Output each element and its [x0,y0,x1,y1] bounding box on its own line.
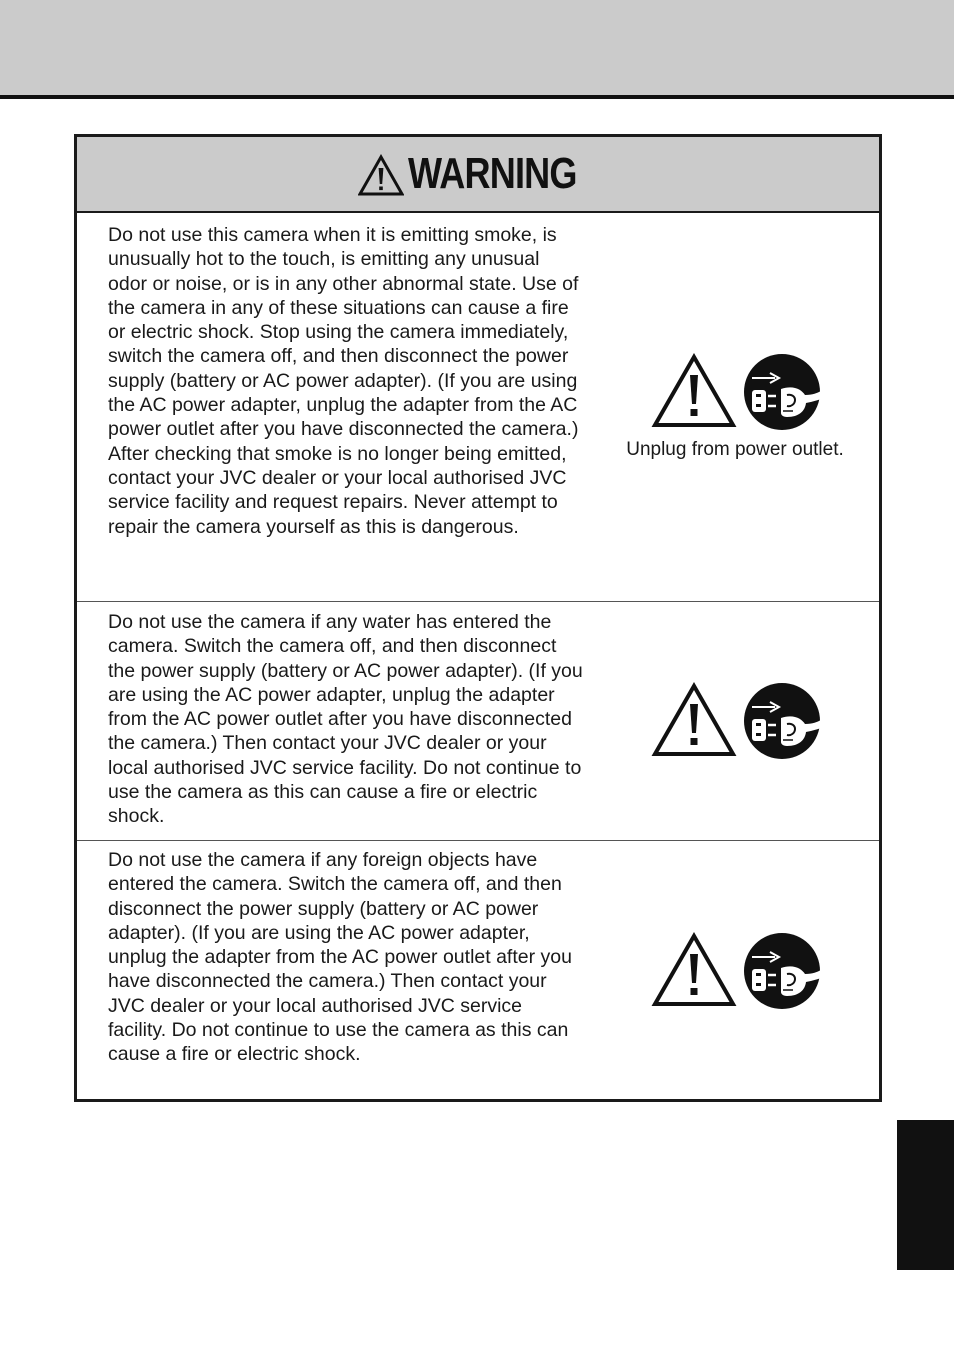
warning-text: Do not use the camera if any foreign objects have entered the camera. Switch the camera off, and then disconnect the power supply (battery or AC power adapter). (If you are using the AC power adapter, unplug the adapter from the AC power outlet after you have disconnected the camera.) Then contact your JVC dealer or your local authorised JVC service facility. Do not continue to use the camera as this can cause a fire or electric shock. [108,849,572,1066]
icon-group [651,932,821,1010]
caution-triangle-icon [651,682,737,758]
icon-group [651,682,821,760]
unplug-icon [743,353,821,431]
warning-triangle-icon [358,154,404,196]
caution-triangle-icon [651,932,737,1008]
warning-header [77,137,879,213]
warning-row-3 [77,840,879,1100]
warning-box [74,134,882,1102]
unplug-icon [743,682,821,760]
top-rule [0,95,954,99]
caution-triangle-icon [651,353,737,429]
unplug-icon [743,932,821,1010]
warning-row-1 [77,213,879,601]
warning-text: Do not use this camera when it is emitting smoke, is unusually hot to the touch, is emitting any unusual odor or noise, or is in any other abnormal state. Use of the camera in any of these situations can cause a fire or electric shock. Stop using the camera immediately, switch the camera off, and then disconnect the power supply (battery or AC power adapter). (If you are using the AC power adapter, unplug the adapter from the AC power outlet after you have disconnected the camera.) After checking that smoke is no longer being emitted, contact your JVC dealer or your local authorised JVC service facility and request repairs. Never attempt to repair the camera yourself as this is dangerous. [108,224,579,538]
side-tab [897,1120,954,1270]
warning-title: WARNING [408,149,577,198]
icon-caption: Unplug from power outlet. [626,439,844,460]
warning-text: Do not use the camera if any water has entered the camera. Switch the camera off, and then disconnect the power supply (battery or AC power adapter). (If you are using the AC power adapter, unplug the adapter from the AC power outlet after you have disconnected the camera.) Then contact your JVC dealer or your local authorised JVC service facility. Do not continue to use the camera as this can cause a fire or electric shock. [108,611,583,828]
top-gray-band [0,0,954,95]
warning-row-2 [77,601,879,841]
icon-group [651,353,821,431]
